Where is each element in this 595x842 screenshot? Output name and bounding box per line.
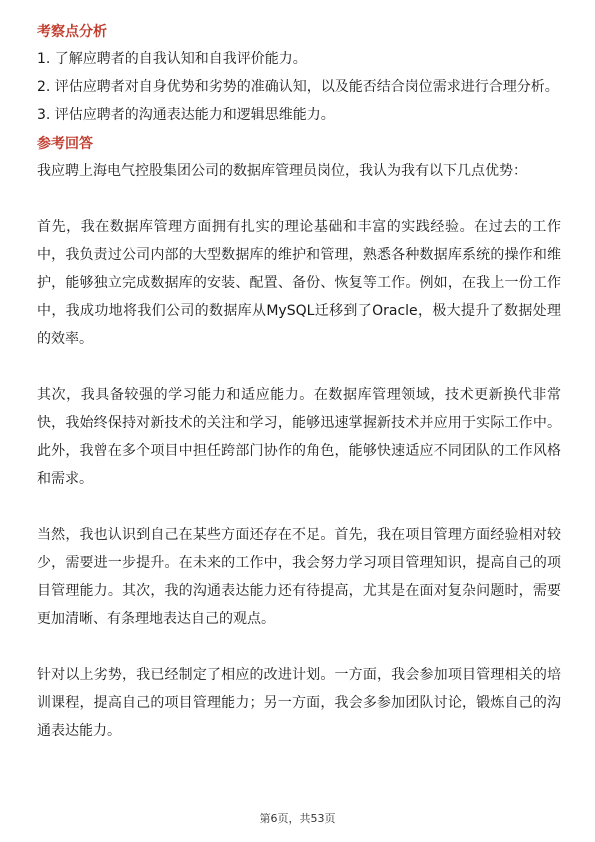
analysis-item-3: 3. 评估应聘者的沟通表达能力和逻辑思维能力。 [37,107,335,123]
answer-heading: 参考回答 [37,136,93,152]
answer-paragraph-2: 其次，我具备较强的学习能力和适应能力。在数据库管理领域，技术更新换代非常快，我始终保持对新技术的关注和学习，能够迅速掌握新技术并应用于实际工作中。此外，我曾在多个项目中担任跨部门协作的角色，能够快速适应不同团队的工作风格和需求。 [37,387,561,487]
analysis-item-1: 1. 了解应聘者的自我认知和自我评价能力。 [37,51,307,67]
answer-paragraph-4: 针对以上劣势，我已经制定了相应的改进计划。一方面，我会参加项目管理相关的培训课程，提高自己的项目管理能力；另一方面，我会多参加团队讨论，锻炼自己的沟通表达能力。 [37,667,561,739]
paragraph-gap [37,353,561,381]
analysis-item-2: 2. 评估应聘者对自身优势和劣势的准确认知，以及能否结合岗位需求进行合理分析。 [37,79,559,95]
answer-paragraph-1: 首先，我在数据库管理方面拥有扎实的理论基础和丰富的实践经验。在过去的工作中，我负责过公司内部的大型数据库的维护和管理，熟悉各种数据库系统的操作和维护，能够独立完成数据库的安装、配置、备份、恢复等工作。例如，在我上一份工作中，我成功地将我们公司的数据库从MySQL迁移到了Oracle，极大提升了数据处理的效率。 [37,219,561,347]
analysis-heading: 考察点分析 [37,24,107,40]
page-footer: 第6页，共53页 [259,812,336,825]
paragraph-gap [37,633,561,661]
answer-intro: 我应聘上海电气控股集团公司的数据库管理员岗位，我认为我有以下几点优势： [37,163,527,179]
page-content [37,19,561,745]
paragraph-gap [37,493,561,521]
answer-paragraph-3: 当然，我也认识到自己在某些方面还存在不足。首先，我在项目管理方面经验相对较少，需要进一步提升。在未来的工作中，我会努力学习项目管理知识，提高自己的项目管理能力。其次，我的沟通表达能力还有待提高，尤其是在面对复杂问题时，需要更加清晰、有条理地表达自己的观点。 [37,527,561,627]
paragraph-gap [37,185,561,213]
